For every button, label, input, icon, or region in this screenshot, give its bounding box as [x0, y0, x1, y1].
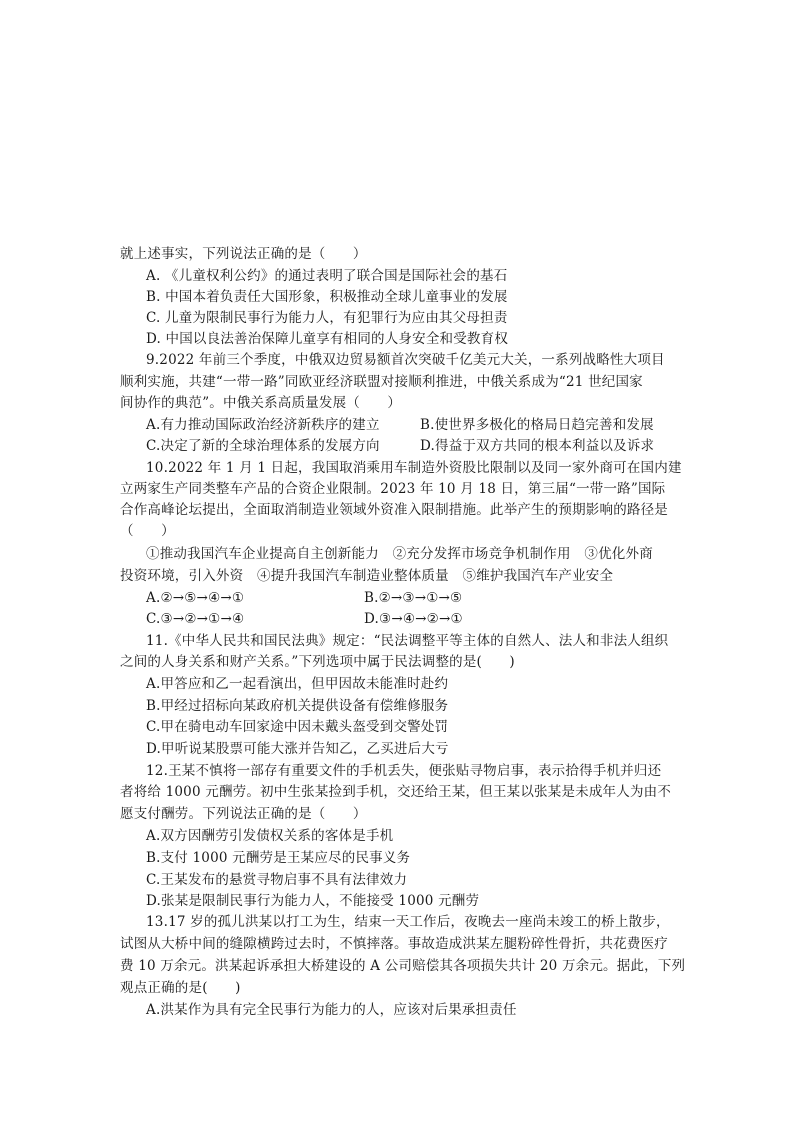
- q9-option-c: C.决定了新的全球治理体系的发展方向: [146, 438, 380, 454]
- question-13-line-4: 观点正确的是( ): [120, 980, 241, 996]
- question-10-line-1: 10.2022 年 1 月 1 日起，我国取消乘用车制造外资股比限制以及同一家外商可在国内建: [146, 460, 682, 476]
- option-d: D. 中国以良法善治保障儿童享有相同的人身安全和受教育权: [146, 331, 509, 347]
- q12-option-a: A.双方因酬劳引发债权关系的客体是手机: [146, 828, 394, 844]
- question-13-line-2: 试图从大桥中间的缝隙横跨过去时，不慎摔落。事故造成洪某左腿粉碎性骨折，共花费医疗: [120, 936, 668, 952]
- question-13-line-3: 费 10 万余元。洪某起诉承担大桥建设的 A 公司赔偿其各项损失共计 20 万余元。据此，下列: [120, 958, 686, 974]
- q12-option-c: C.王某发布的悬赏寻物启事不具有法律效力: [146, 872, 408, 888]
- option-c: C. 儿童为限制民事行为能力人，有犯罪行为应由其父母担责: [146, 310, 508, 326]
- question-9-line-3: 间协作的典范”。中俄关系高质量发展（ ）: [120, 395, 402, 411]
- question-11-line-1: 11.《中华人民共和国民法典》规定：“民法调整平等主体的自然人、法人和非法人组织: [146, 633, 669, 649]
- q10-items-line-1: ①推动我国汽车企业提高自主创新能力 ②充分发挥市场竞争机制作用 ③优化外商: [146, 546, 653, 562]
- q10-option-c: C.③→②→①→④: [146, 611, 245, 627]
- q10-option-b: B.②→③→①→⑤: [364, 590, 463, 606]
- question-12-line-1: 12.王某不慎将一部存有重要文件的手机丢失，便张贴寻物启事，表示拾得手机并归还: [146, 763, 662, 779]
- option-b: B. 中国本着负责任大国形象，积极推动全球儿童事业的发展: [146, 289, 508, 305]
- q10-option-a: A.②→⑤→④→①: [146, 590, 245, 606]
- q11-option-b: B.甲经过招标向某政府机关提供设备有偿维修服务: [146, 698, 449, 714]
- q12-option-d: D.张某是限制民事行为能力人，不能接受 1000 元酬劳: [146, 893, 480, 909]
- question-13-line-1: 13.17 岁的孤儿洪某以打工为生，结束一天工作后，夜晚去一座尚未竣工的桥上散步，: [146, 914, 670, 930]
- question-10-line-2: 立两家生产同类整车产品的合资企业限制。2023 年 10 月 18 日，第三届“一带一路”国际: [120, 481, 666, 497]
- q9-option-a: A.有力推动国际政治经济新秩序的建立: [146, 417, 380, 433]
- q9-option-b: B.使世界多极化的格局日趋完善和发展: [420, 417, 654, 433]
- q12-option-b: B.支付 1000 元酬劳是王某应尽的民事义务: [146, 850, 411, 866]
- q11-option-a: A.甲答应和乙一起看演出，但甲因故未能准时赴约: [146, 676, 449, 692]
- question-12-line-3: 愿支付酬劳。下列说法正确的是（ ）: [120, 806, 367, 822]
- question-9-line-1: 9.2022 年前三个季度，中俄双边贸易额首次突破千亿美元大关，一系列战略性大项目: [146, 352, 665, 368]
- question-12-line-2: 者将给 1000 元酬劳。初中生张某捡到手机，交还给王某，但王某以张某是未成年人为由不: [120, 784, 672, 800]
- q11-option-d: D.甲听说某股票可能大涨并告知乙，乙买进后大亏: [146, 741, 449, 757]
- q11-option-c: C.甲在骑电动车回家途中因未戴头盔受到交警处罚: [146, 719, 449, 735]
- q9-option-d: D.得益于双方共同的根本利益以及诉求: [420, 438, 655, 454]
- question-9-line-2: 顺利实施，共建“一带一路”同欧亚经济联盟对接顺利推进，中俄关系成为“21 世纪国家: [120, 374, 643, 390]
- option-a: A. 《儿童权利公约》的通过表明了联合国是国际社会的基石: [146, 268, 508, 284]
- question-11-line-2: 之间的人身关系和财产关系。”下列选项中属于民法调整的是( ): [120, 654, 515, 670]
- q10-option-d: D.③→④→②→①: [364, 611, 463, 627]
- q13-option-a: A.洪某作为具有完全民事行为能力的人，应该对后果承担责任: [146, 1002, 517, 1018]
- question-10-line-4: （ ）: [120, 523, 175, 539]
- question-10-line-3: 合作高峰论坛提出，全面取消制造业领域外资准入限制措施。此举产生的预期影响的路径是: [120, 502, 668, 518]
- question-stem-end: 就上述事实，下列说法正确的是（ ）: [120, 246, 367, 262]
- q10-items-line-2: 投资环境，引入外资 ④提升我国汽车制造业整体质量 ⑤维护我国汽车产业安全: [120, 568, 614, 584]
